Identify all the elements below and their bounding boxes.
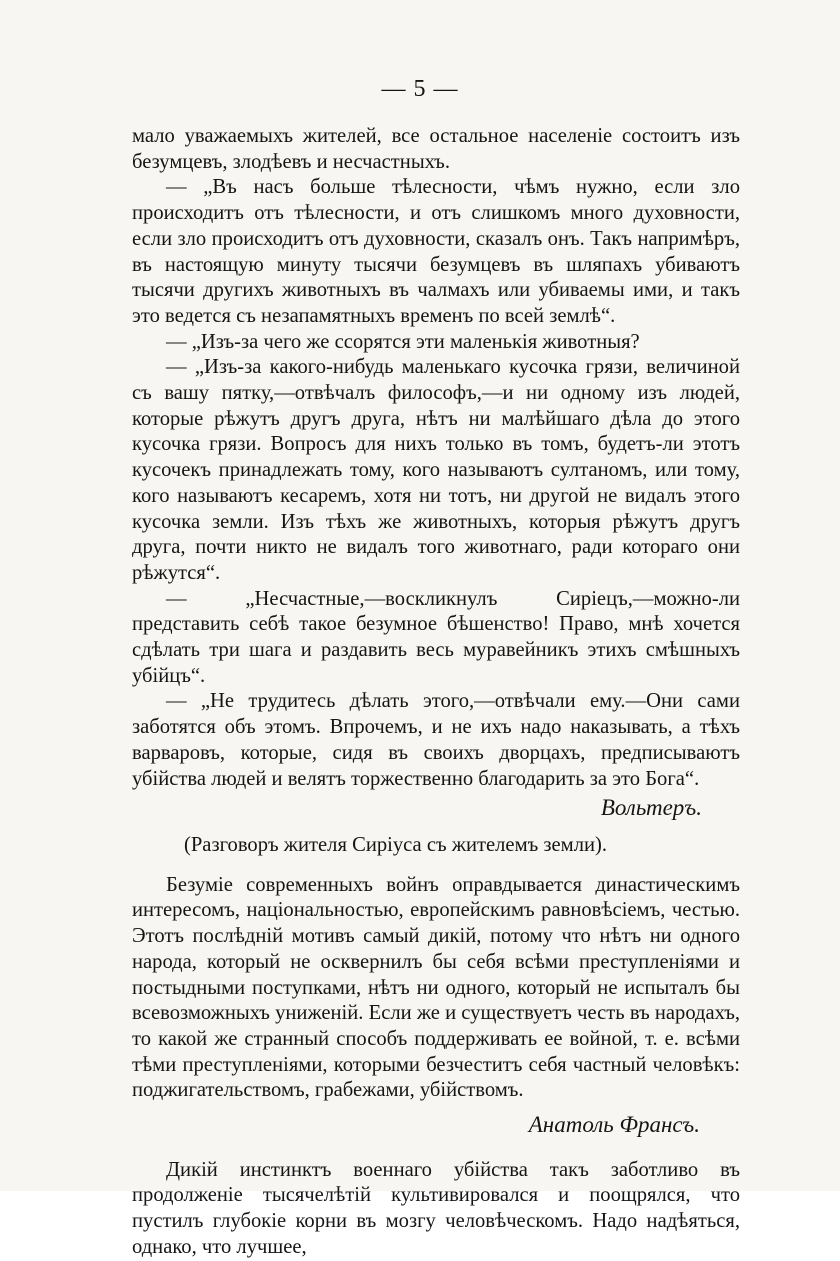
signature-france: Анатоль Франсъ. xyxy=(528,1112,700,1138)
paragraph: — „Изъ-за какого-нибудь маленькаго кусочка грязи, величиной съ вашу пятку,—отвѣчалъ философъ,—и ни одному изъ людей, которые рѣжутъ другъ друга, нѣтъ ни малѣйшаго дѣла до этого кусочка грязи. Вопросъ для нихъ только въ томъ, будетъ-ли этотъ кусочекъ принадлежать тому, кого называютъ султаномъ, или тому, кого называютъ кесаремъ, хотя ни тотъ, ни другой не видалъ этого кусочка земли. Изъ тѣхъ же животныхъ, которыя рѣжутъ другъ друга, почти никто не видалъ того животнаго, ради котораго они рѣжутся“. xyxy=(132,356,740,584)
page-number: — 5 — xyxy=(381,76,459,102)
paragraph: — „Несчастные,—воскликнулъ Сиріецъ,—можно-ли представить себѣ такое безумное бѣшенство! Право, мнѣ хочется сдѣлать три шага и раздавить весь муравейникъ этихъ смѣшныхъ убійцъ“. xyxy=(132,587,740,687)
text-block xyxy=(132,124,740,1261)
paragraph: — „Не трудитесь дѣлать этого,—отвѣчали ему.—Они сами заботятся объ этомъ. Впрочемъ, и не ихъ надо наказывать, а тѣхъ варваровъ, которые, сидя въ своихъ дворцахъ, предписываютъ убійства людей и велятъ торжественно благодарить за это Бога“. xyxy=(132,690,740,790)
paragraph: Безуміе современныхъ войнъ оправдывается династическимъ интересомъ, національностью, европейскимъ равновѣсіемъ, честью. Этотъ послѣдній мотивъ самый дикій, потому что нѣтъ ни одного народа, который не осквернилъ бы себя всѣми преступленіями и постыдными поступками, нѣтъ ни одного, который не испыталъ бы всевозможныхъ униженій. Если же и существуетъ честь въ народахъ, то какой же странный способъ поддерживать ее войной, т. е. всѣми тѣми преступленіями, которыми безчеститъ себя частный человѣкъ: поджигательствомъ, грабежами, убійствомъ. xyxy=(132,873,740,1102)
paragraph: — „Изъ-за чего же ссорятся эти маленькія животныя? xyxy=(166,330,640,353)
source-note: (Разговоръ жителя Сиріуса съ жителемъ земли). xyxy=(184,833,608,856)
signature-voltaire: Вольтеръ. xyxy=(600,795,702,821)
paragraph: Дикій инстинктъ военнаго убійства такъ заботливо въ продолженіе тысячелѣтій культивировался и поощрялся, что пустилъ глубокіе корни въ мозгу человѣческомъ. Надо надѣяться, однако, что лучшее, xyxy=(132,1158,740,1258)
paragraph: — „Въ насъ больше тѣлесности, чѣмъ нужно, если зло происходитъ отъ тѣлесности, и отъ слишкомъ много духовности, если зло происходитъ отъ духовности, сказалъ онъ. Такъ напримѣръ, въ настоящую минуту тысячи безумцевъ въ шляпахъ убиваютъ тысячи другихъ животныхъ въ чалмахъ или убиваемы ими, и такъ это ведется съ незапамятныхъ временъ по всей землѣ“. xyxy=(132,176,740,327)
paragraph: мало уважаемыхъ жителей, все остальное населеніе состоитъ изъ безумцевъ, злодѣевъ и несчастныхъ. xyxy=(132,125,740,173)
